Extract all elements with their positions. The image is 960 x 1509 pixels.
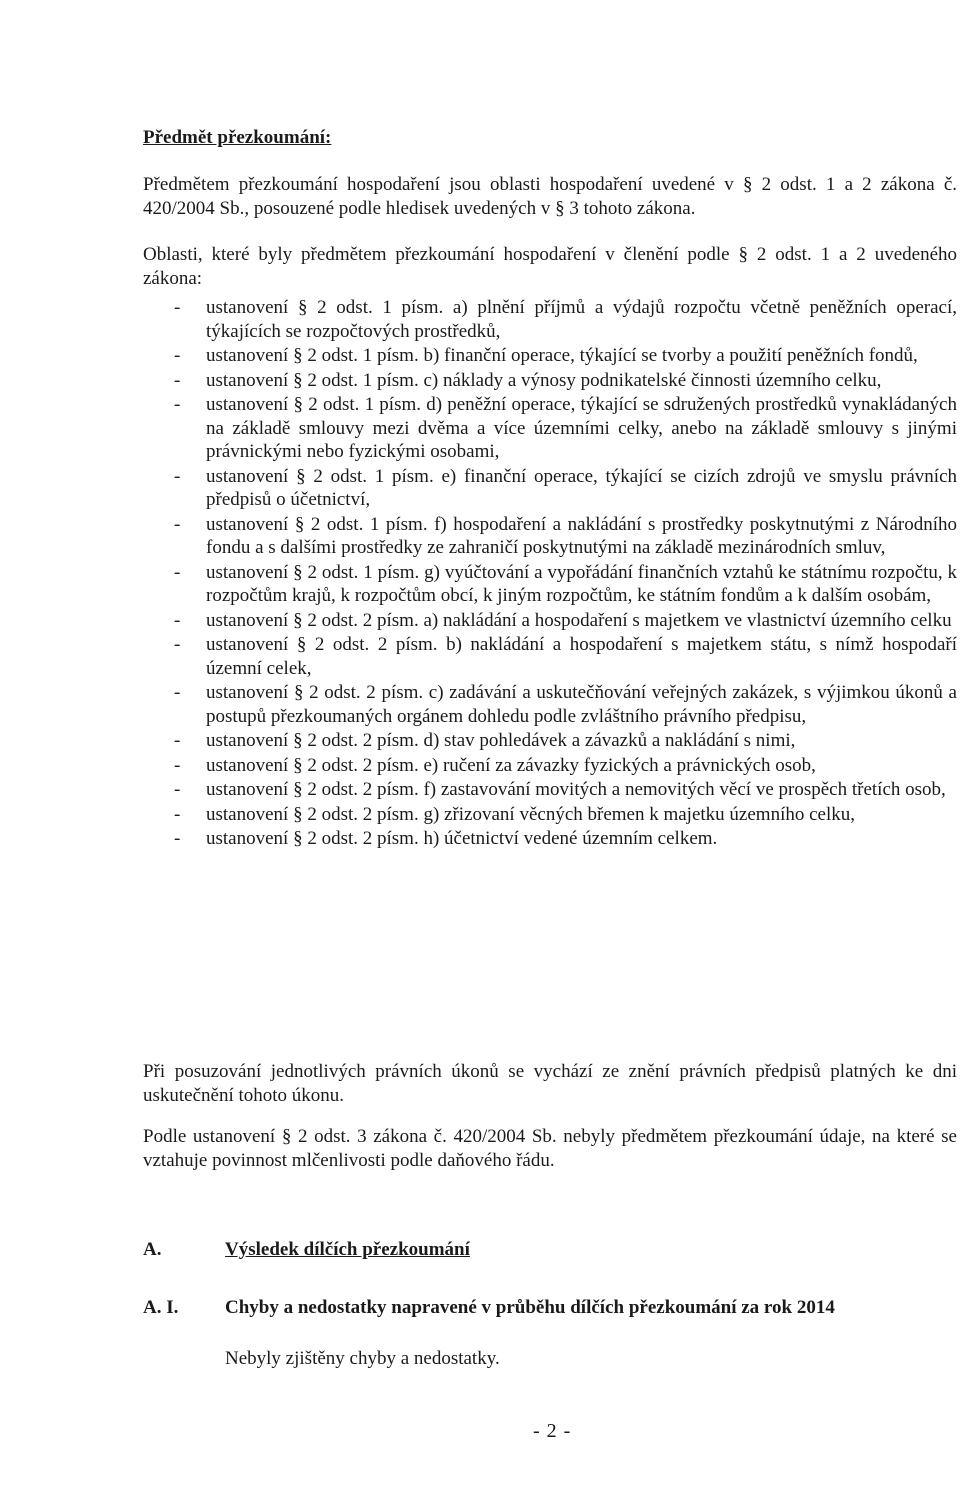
list-item-text: ustanovení § 2 odst. 2 písm. g) zřizovaní věcných břemen k majetku územního celku, (206, 803, 855, 825)
list-item (143, 729, 957, 753)
list-item-text: ustanovení § 2 odst. 2 písm. f) zastavování movitých a nemovitých věcí ve prospěch třetích osob, (206, 779, 946, 800)
section-a-i-body: Nebyly zjištěny chyby a nedostatky. (225, 1348, 500, 1369)
list-item (143, 754, 957, 778)
list-dash: - (174, 345, 181, 366)
list-item (143, 609, 957, 633)
list-item-text: ustanovení § 2 odst. 1 písm. e) finanční operace, týkající se cizích zdrojů ve smyslu právních předpisů o účetnictví, (206, 465, 957, 510)
list-item-text: ustanovení § 2 odst. 2 písm. a) nakládání a hospodaření s majetkem ve vlastnictví územního celku (206, 609, 952, 631)
list-dash: - (174, 730, 181, 751)
assessment-paragraph: Při posuzování jednotlivých právních úkonů se vychází ze znění právních předpisů platných ke dni uskutečnění tohoto úkonu. (143, 1061, 957, 1106)
list-item (143, 296, 957, 343)
list-item-text: ustanovení § 2 odst. 2 písm. c) zadávání a uskutečňování veřejných zakázek, s výjimkou úkonů a postupů přezkoumaných orgánem dohledu podle zvláštního právního předpisu, (206, 682, 957, 727)
list-dash: - (174, 634, 181, 655)
section-heading: Předmět přezkoumání: (143, 127, 332, 148)
list-dash: - (174, 465, 181, 487)
confidentiality-paragraph: Podle ustanovení § 2 odst. 3 zákona č. 420/2004 Sb. nebyly předmětem přezkoumání údaje, na které se vztahuje povinnost mlčenlivosti podle daňového řádu. (143, 1126, 957, 1171)
list-item (143, 633, 957, 680)
list-item-text: ustanovení § 2 odst. 2 písm. b) nakládání a hospodaření s majetkem státu, s nímž hospodaří územní celek, (206, 634, 957, 679)
list-item-text: ustanovení § 2 odst. 1 písm. c) náklady a výnosy podnikatelské činnosti územního celku, (206, 369, 882, 391)
list-item (143, 369, 957, 393)
section-a-i-title: Chyby a nedostatky napravené v průběhu dílčích přezkoumání za rok 2014 (225, 1297, 835, 1318)
areas-paragraph: Oblasti, které byly předmětem přezkoumání hospodaření v členění podle § 2 odst. 1 a 2 uvedeného zákona: (143, 244, 957, 289)
list-dash: - (174, 561, 181, 583)
list-item (143, 465, 957, 512)
list-item-text: ustanovení § 2 odst. 2 písm. d) stav pohledávek a závazků a nakládání s nimi, (206, 730, 796, 751)
list-dash: - (174, 828, 181, 849)
list-item-text: ustanovení § 2 odst. 1 písm. g) vyúčtování a vypořádání finančních vztahů ke státnímu rozpočtu, k rozpočtům krajů, k rozpočtům obcí, k jiným rozpočtům, ke státním fondům a k dalším osobám, (206, 561, 957, 606)
list-item-text: ustanovení § 2 odst. 2 písm. h) účetnictví vedené územním celkem. (206, 828, 718, 849)
list-dash: - (174, 297, 181, 318)
list-dash: - (174, 394, 181, 415)
list-dash: - (174, 513, 181, 535)
provisions-list (143, 296, 957, 852)
list-item-text: ustanovení § 2 odst. 1 písm. a) plnění příjmů a výdajů rozpočtu včetně peněžních operací, týkajících se rozpočtových prostředků, (206, 297, 957, 342)
section-a-label: A. (143, 1239, 162, 1260)
list-item (143, 561, 957, 608)
list-item-text: ustanovení § 2 odst. 2 písm. e) ručení za závazky fyzických a právnických osob, (206, 754, 816, 776)
list-item (143, 803, 957, 827)
list-item (143, 513, 957, 560)
list-dash: - (174, 609, 181, 631)
list-item-text: ustanovení § 2 odst. 1 písm. f) hospodaření a nakládání s prostředky poskytnutými z Národního fondu a s dalšími prostředky ze zahraničí poskytnutými na základě mezinárodních smluv, (206, 513, 957, 558)
intro-paragraph: Předmětem přezkoumání hospodaření jsou oblasti hospodaření uvedené v § 2 odst. 1 a 2 zákona č. 420/2004 Sb., posouzené podle hledisek uvedených v § 3 tohoto zákona. (143, 174, 957, 219)
list-dash: - (174, 682, 181, 703)
list-dash: - (174, 779, 181, 800)
section-a-i-label: A. I. (143, 1297, 179, 1318)
list-dash: - (174, 754, 181, 776)
list-item-text: ustanovení § 2 odst. 1 písm. d) peněžní operace, týkající se sdružených prostředků vynakládaných na základě smlouvy mezi dvěma a více územními celky, anebo na základě smlouvy s jinými právnickými nebo fyzickými osobami, (206, 394, 957, 462)
list-item (143, 778, 957, 802)
list-dash: - (174, 369, 181, 391)
page-number: - 2 - (533, 1420, 572, 1442)
list-item (143, 344, 957, 368)
list-item (143, 393, 957, 464)
list-item (143, 827, 957, 851)
list-item-text: ustanovení § 2 odst. 1 písm. b) finanční operace, týkající se tvorby a použití peněžních fondů, (206, 345, 918, 366)
list-item (143, 681, 957, 728)
section-a-title: Výsledek dílčích přezkoumání (225, 1239, 470, 1260)
list-dash: - (174, 803, 181, 825)
